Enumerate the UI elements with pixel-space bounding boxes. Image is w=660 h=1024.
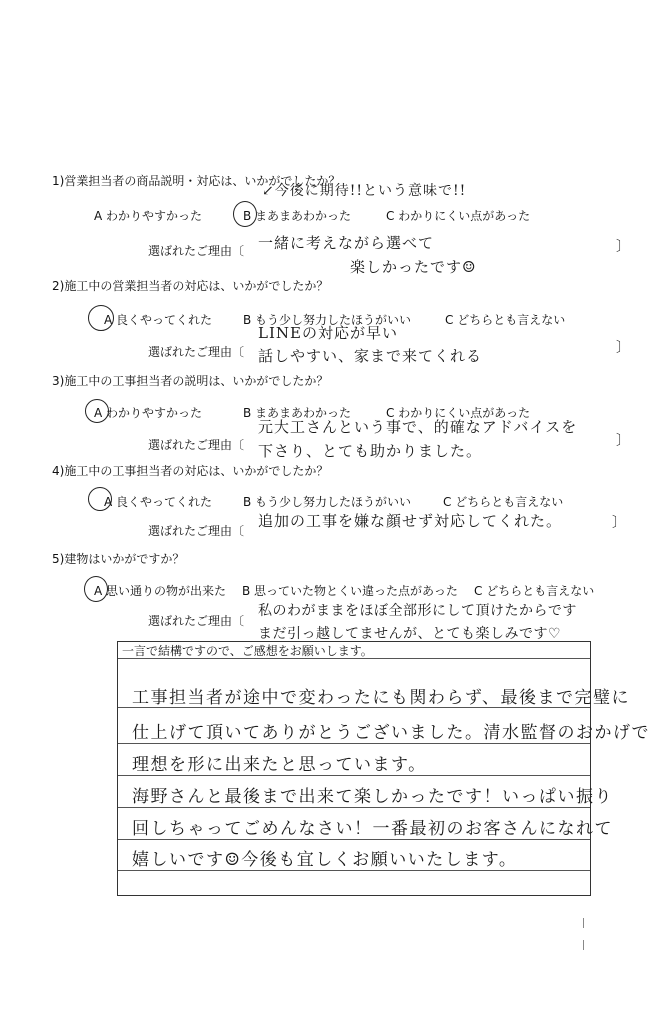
scan-mark (583, 940, 584, 950)
q3-selected-circle (85, 399, 109, 423)
comment-line-1: 工事担当者が途中で変わったにも関わらず、最後まで完璧に (132, 688, 630, 708)
q1-answer-line-1: 一緒に考えながら選べて (258, 234, 435, 252)
comment-line-5: 回しちゃってごめんなさい！一番最初のお客さんになれて (132, 819, 613, 839)
q1-handwritten-note: ↙今後に期待!!という意味で!! (262, 183, 467, 199)
q1-option-b: B まあまあわかった (243, 209, 352, 223)
question-1: 1)営業担当者の商品説明・対応は、いかがでしたか？ (52, 174, 341, 188)
comment-line-6: 嬉しいです☺今後も宜しくお願いいたします。 (132, 850, 518, 870)
q3-option-b: B まあまあわかった (243, 406, 352, 420)
q4-option-a: A 良くやってくれた (104, 495, 213, 509)
q4-option-b: B もう少し努力したほうがいい (243, 495, 412, 509)
comment-line-2: 仕上げて頂いてありがとうございました。清水監督のおかげで (132, 723, 650, 743)
comment-line-divider (118, 658, 590, 659)
comment-line-divider (118, 775, 590, 776)
q5-answer-line-1: 私のわがままをほぼ全部形にして頂けたからです (258, 603, 577, 619)
q4-reason-label: 選ばれたご理由〔 (148, 524, 245, 538)
question-5: 5)建物はいかがですか？ (52, 552, 185, 566)
q2-answer-line-1: LINEの対応が早い (258, 324, 398, 342)
question-3: 3)施工中の工事担当者の説明は、いかがでしたか？ (52, 374, 329, 388)
comment-line-divider (118, 743, 590, 744)
q3-option-c: C わかりにくい点があった (386, 406, 531, 420)
comment-box (117, 641, 650, 896)
q1-selected-circle (233, 201, 257, 227)
q5-option-a: A 思い通りの物が出来た (94, 584, 227, 598)
q2-bracket-close: 〕 (616, 340, 630, 356)
scan-mark (583, 918, 584, 928)
q4-answer-line-1: 追加の工事を嫌な顔せず対応してくれた。 (258, 512, 563, 530)
comment-line-divider (118, 870, 590, 871)
comment-line-3: 理想を形に出来たと思っています。 (132, 755, 427, 775)
q3-bracket-close: 〕 (616, 433, 630, 449)
q4-bracket-close: 〕 (612, 515, 626, 531)
question-2: 2)施工中の営業担当者の対応は、いかがでしたか？ (52, 279, 329, 293)
q5-option-c: C どちらとも言えない (474, 584, 595, 598)
question-4: 4)施工中の工事担当者の対応は、いかがでしたか？ (52, 464, 329, 478)
q4-selected-circle (88, 487, 112, 511)
q5-answer-line-2: まだ引っ越してませんが、とても楽しみです♡ (258, 626, 562, 642)
q2-option-b: B もう少し努力したほうがいい (243, 313, 412, 327)
q5-selected-circle (84, 576, 108, 602)
comment-box-title: 一言で結構ですので、ご感想をお願いします。 (122, 644, 373, 658)
q2-option-a: A 良くやってくれた (104, 313, 213, 327)
q2-reason-label: 選ばれたご理由〔 (148, 345, 245, 359)
q2-selected-circle (88, 305, 114, 331)
q2-option-c: C どちらとも言えない (445, 313, 566, 327)
q5-reason-label: 選ばれたご理由〔 (148, 614, 245, 628)
comment-line-divider (118, 807, 590, 808)
comment-line-divider (118, 839, 590, 840)
q3-answer-line-1: 元大工さんという事で、的確なアドバイスを (258, 418, 578, 436)
q1-answer-line-2: 楽しかったです☺ (350, 258, 477, 276)
q3-reason-label: 選ばれたご理由〔 (148, 438, 245, 452)
q1-bracket-close: 〕 (616, 239, 630, 255)
q4-option-c: C どちらとも言えない (443, 495, 564, 509)
q1-option-c: C わかりにくい点があった (386, 209, 531, 223)
q5-option-b: B 思っていた物とくい違った点があった (242, 584, 458, 598)
q3-answer-line-2: 下さり、とても助かりました。 (258, 442, 483, 460)
q2-answer-line-2: 話しやすい、家まで来てくれる (258, 347, 483, 365)
comment-line-4: 海野さんと最後まで出来て楽しかったです！いっぱい振り (132, 787, 613, 807)
q1-reason-label: 選ばれたご理由〔 (148, 244, 245, 258)
q1-option-a: A わかりやすかった (94, 209, 203, 223)
q3-option-a: A わかりやすかった (94, 406, 203, 420)
